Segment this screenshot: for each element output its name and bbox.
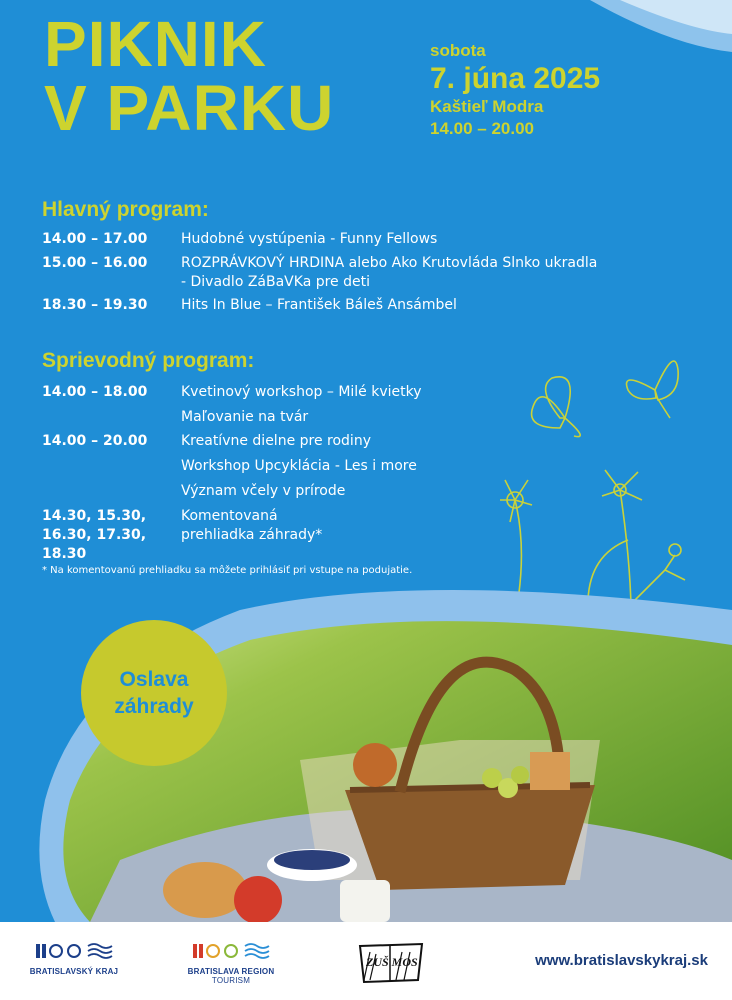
footer xyxy=(0,922,732,1000)
apple xyxy=(234,876,282,922)
school-logo-icon xyxy=(356,940,426,984)
program-activity: Kvetinový workshop – Milé kvietky xyxy=(181,384,422,400)
program-activity-line: Komentovaná xyxy=(181,508,278,524)
pastry xyxy=(353,743,397,787)
event-venue: Kaštieľ Modra xyxy=(430,97,544,116)
region-logo-icon xyxy=(34,940,114,962)
website-url[interactable]: www.bratislavskykraj.sk xyxy=(535,952,708,969)
logo-bratislava-region-tourism xyxy=(185,940,277,985)
program-time: 14.00 – 18.00 xyxy=(42,384,148,400)
program-time: 14.00 – 17.00 xyxy=(42,231,148,247)
event-hours: 14.00 – 20.00 xyxy=(430,119,534,138)
yogurt-jar xyxy=(340,880,390,922)
program-activity: Hits In Blue – František Báleš Ansámbel xyxy=(181,297,457,313)
tourism-logo-icon xyxy=(191,940,271,962)
logo-zus-mos xyxy=(352,940,430,989)
celebration-badge xyxy=(81,620,227,766)
logo-text: ZUŠ MOS xyxy=(366,955,418,969)
logo-caption: BRATISLAVA REGION xyxy=(187,967,275,976)
program-activity: Kreatívne dielne pre rodiny xyxy=(181,433,371,449)
program-time-line: 16.30, 17.30, 18.30 xyxy=(42,527,147,562)
logo-caption: BRATISLAVSKÝ KRAJ xyxy=(29,967,119,976)
title-line-1: PIKNIK xyxy=(44,8,267,80)
basket-body xyxy=(345,785,595,890)
logo-bratislavsky-kraj xyxy=(28,940,120,976)
main-program-heading: Hlavný program: xyxy=(42,198,209,221)
footnote: * Na komentovanú prehliadku sa môžete prihlásiť pri vstupe na podujatie. xyxy=(42,565,413,576)
program-activity: Maľovanie na tvár xyxy=(181,409,309,425)
badge-text: Oslava záhrady xyxy=(114,668,194,718)
title-line-2: V PARKU xyxy=(44,72,335,144)
program-activity-line: prehliadka záhrady* xyxy=(181,527,323,543)
program-time: 14.00 – 20.00 xyxy=(42,433,148,449)
side-program-heading: Sprievodný program: xyxy=(42,349,255,372)
program-time-line: 14.30, 15.30, xyxy=(42,508,147,524)
program-activity-line: ROZPRÁVKOVÝ HRDINA alebo Ako Krutovláda Slnko ukradla xyxy=(181,255,598,271)
sandwich xyxy=(530,752,570,790)
bread xyxy=(163,862,247,918)
program-time: 18.30 – 19.30 xyxy=(42,297,148,313)
event-date: 7. júna 2025 xyxy=(430,62,601,95)
logo-subcaption: TOURISM xyxy=(211,976,251,985)
program-activity: Hudobné vystúpenia - Funny Fellows xyxy=(181,231,438,247)
program-activity: Význam včely v prírode xyxy=(181,483,346,499)
event-day: sobota xyxy=(430,41,486,60)
program-activity: Workshop Upcyklácia - Les i more xyxy=(181,458,417,474)
program-activity-line: - Divadlo ZáBaVKa pre deti xyxy=(181,274,370,290)
program-time: 15.00 – 16.00 xyxy=(42,255,148,271)
